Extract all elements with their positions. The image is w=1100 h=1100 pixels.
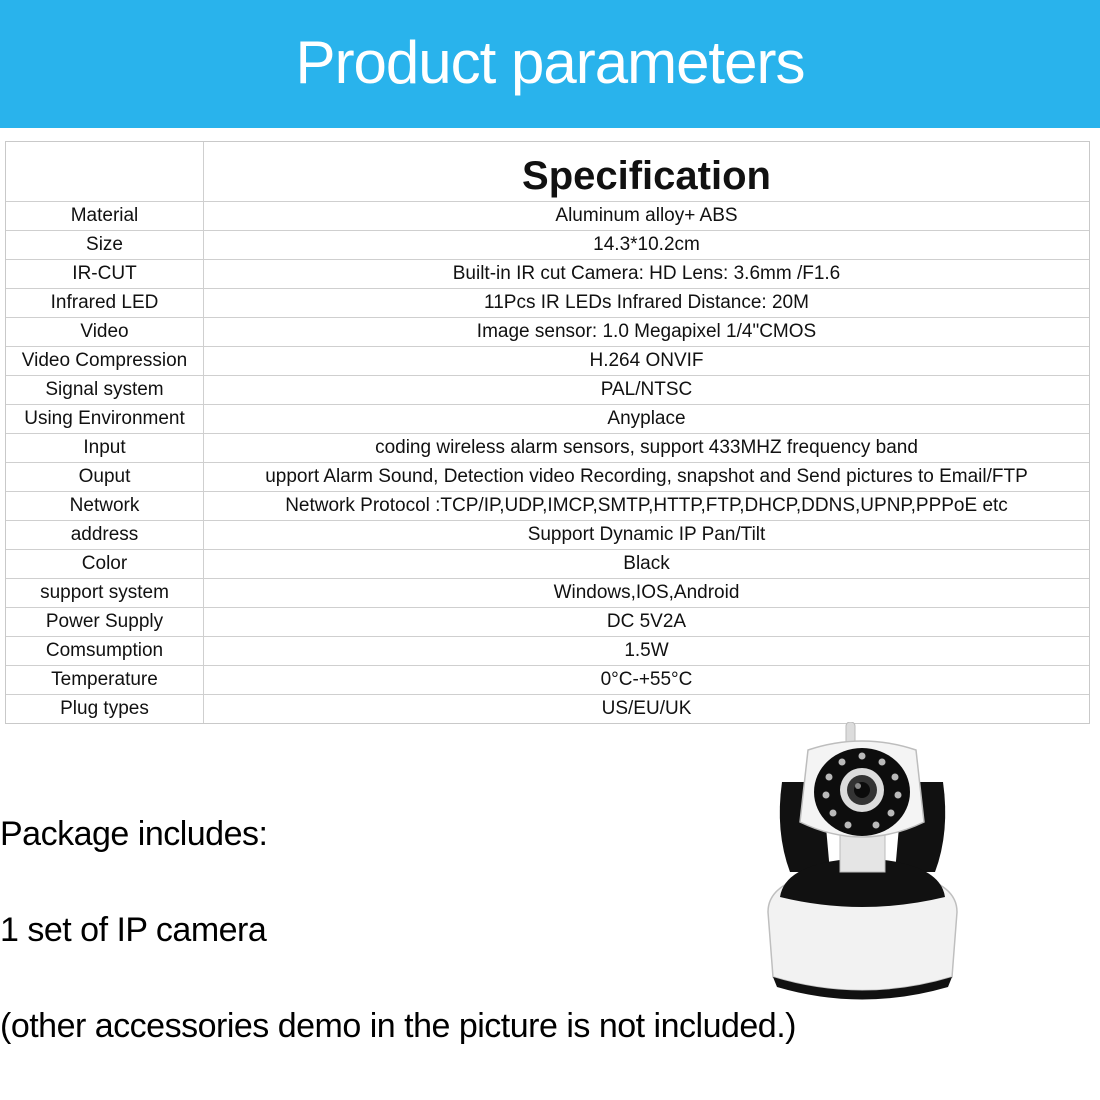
spec-value: DC 5V2A	[204, 608, 1090, 637]
spec-row	[6, 434, 1089, 463]
spec-title: Specification	[204, 142, 1090, 202]
spec-value: 11Pcs IR LEDs Infrared Distance: 20M	[204, 289, 1090, 318]
spec-label: Signal system	[6, 376, 204, 405]
spec-row	[6, 347, 1089, 376]
spec-label: Network	[6, 492, 204, 521]
spec-label: address	[6, 521, 204, 550]
spec-value: Windows,IOS,Android	[204, 579, 1090, 608]
page-title: Product parameters	[295, 28, 805, 96]
spec-label: Ouput	[6, 463, 204, 492]
spec-value: Support Dynamic IP Pan/Tilt	[204, 521, 1090, 550]
package-item: 1 set of IP camera	[0, 911, 267, 949]
spec-row	[6, 231, 1089, 260]
spec-row	[6, 202, 1089, 231]
spec-row	[6, 492, 1089, 521]
spec-value: H.264 ONVIF	[204, 347, 1090, 376]
spec-label: Size	[6, 231, 204, 260]
spec-table	[5, 141, 1090, 724]
spec-value: 1.5W	[204, 637, 1090, 666]
spec-row	[6, 579, 1089, 608]
spec-label: Video	[6, 318, 204, 347]
spec-value: 14.3*10.2cm	[204, 231, 1090, 260]
spec-row	[6, 666, 1089, 695]
spec-row	[6, 318, 1089, 347]
spec-label: Power Supply	[6, 608, 204, 637]
spec-row	[6, 260, 1089, 289]
spec-value: 0°C-+55°C	[204, 666, 1090, 695]
spec-value: Network Protocol :TCP/IP,UDP,IMCP,SMTP,HTTP,FTP,DHCP,DDNS,UPNP,PPPoE etc	[204, 492, 1090, 521]
package-note: (other accessories demo in the picture is not included.)	[0, 1007, 796, 1045]
spec-header-row	[6, 142, 1089, 202]
spec-label: Material	[6, 202, 204, 231]
spec-row	[6, 289, 1089, 318]
spec-value: US/EU/UK	[601, 698, 692, 719]
spec-label: Infrared LED	[6, 289, 204, 318]
spec-value: Image sensor: 1.0 Megapixel 1/4"CMOS	[204, 318, 1090, 347]
spec-label: Plug types	[6, 695, 204, 724]
spec-value: PAL/NTSC	[204, 376, 1090, 405]
spec-label: IR-CUT	[6, 260, 204, 289]
spec-label: Video Compression	[6, 347, 204, 376]
spec-label: Comsumption	[6, 637, 204, 666]
spec-value: coding wireless alarm sensors, support 433MHZ frequency band	[204, 434, 1090, 463]
spec-row	[6, 550, 1089, 579]
spec-label: Using Environment	[6, 405, 204, 434]
spec-label: Color	[6, 550, 204, 579]
spec-label: support system	[6, 579, 204, 608]
spec-value: Black	[204, 550, 1090, 579]
spec-header-empty-cell	[6, 142, 204, 202]
package-heading: Package includes:	[0, 815, 268, 853]
spec-label: Temperature	[6, 666, 204, 695]
spec-row	[6, 695, 1089, 724]
spec-row	[6, 521, 1089, 550]
spec-value: Aluminum alloy+ ABS	[204, 202, 1090, 231]
spec-row	[6, 376, 1089, 405]
spec-row	[6, 405, 1089, 434]
spec-label: Input	[6, 434, 204, 463]
spec-value: upport Alarm Sound, Detection video Recording, snapshot and Send pictures to Email/FTP	[204, 463, 1090, 492]
spec-value: Built-in IR cut Camera: HD Lens: 3.6mm /F1.6	[204, 260, 1090, 289]
header-banner	[0, 0, 1100, 128]
ip-camera-icon	[760, 722, 965, 1000]
spec-row	[6, 608, 1089, 637]
spec-row	[6, 637, 1089, 666]
spec-row	[6, 463, 1089, 492]
spec-value: Anyplace	[204, 405, 1090, 434]
